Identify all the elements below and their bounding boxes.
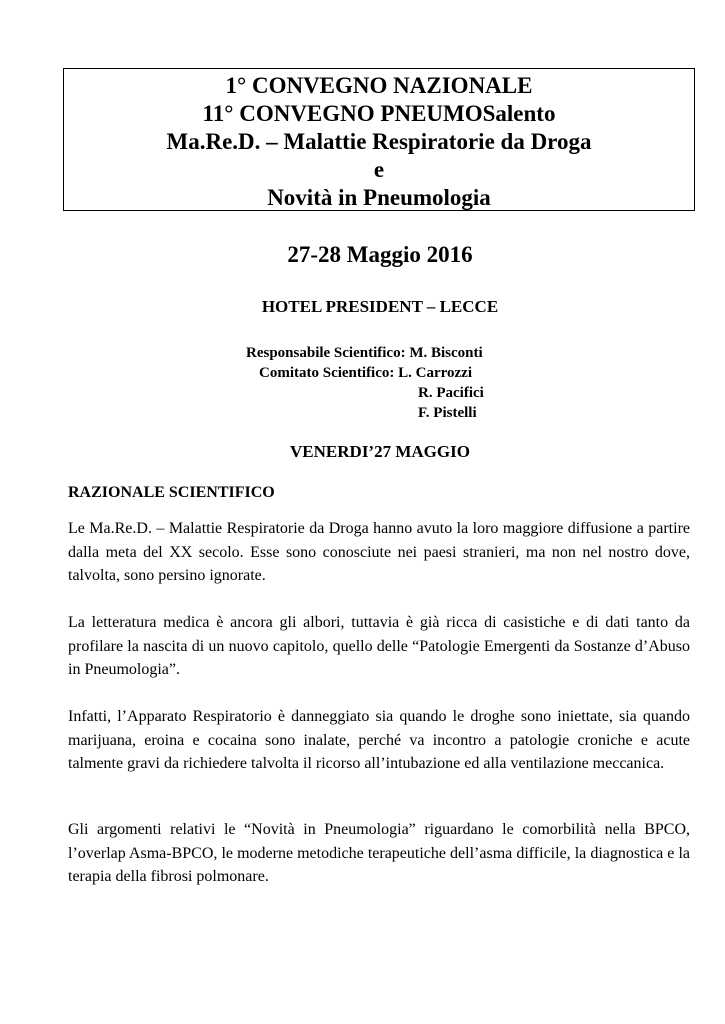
section-heading: RAZIONALE SCIENTIFICO — [68, 484, 275, 501]
paragraph: Infatti, l’Apparato Respiratorio è danneggiato sia quando le droghe sono iniettate, sia quando marijuana, eroina e cocaina sono inalate, perché va incontro a patologie croniche e acute talmente gravi da richiedere talvolta il ricorso all’intubazione ed alla ventilazione meccanica. — [68, 708, 690, 772]
title-line-conjunction: e — [373, 157, 385, 182]
paragraph: Gli argomenti relativi le “Novità in Pneumologia” riguardano le comorbilità nella BPCO, l’overlap Asma-BPCO, le moderne metodiche terapeutiche dell’asma difficile, la diagnostica e la terapia della fibrosi polmonare. — [68, 821, 690, 885]
scientific-committee-member: R. Pacifici — [418, 385, 484, 401]
title-line-pneumosalento: 11° CONVEGNO PNEUMOSalento — [202, 101, 556, 126]
conference-title-box — [63, 68, 695, 211]
scientific-lead: Responsabile Scientifico: M. Bisconti — [246, 345, 483, 361]
scientific-committee-first: Comitato Scientifico: L. Carrozzi — [259, 365, 472, 381]
event-venue: HOTEL PRESIDENT – LECCE — [261, 297, 499, 316]
scientific-committee-member: F. Pistelli — [418, 405, 477, 421]
paragraph: La letteratura medica è ancora gli albori, tuttavia è già ricca di casistiche e di dati tanto da profilare la nascita di un nuovo capitolo, quello delle “Patologie Emergenti da Sostanze d’Abuso in Pneumologia”. — [68, 614, 690, 678]
title-line-novita: Novità in Pneumologia — [267, 185, 491, 210]
title-line-mared: Ma.Re.D. – Malattie Respiratorie da Droga — [166, 129, 592, 154]
title-line-national-congress: 1° CONVEGNO NAZIONALE — [225, 73, 533, 98]
day-heading: VENERDI’27 MAGGIO — [290, 442, 470, 461]
event-date: 27-28 Maggio 2016 — [287, 242, 473, 267]
paragraph: Le Ma.Re.D. – Malattie Respiratorie da Droga hanno avuto la loro maggiore diffusione a partire dalla meta del XX secolo. Esse sono conosciute nei paesi stranieri, ma non nel nostro dove, talvolta, sono persino ignorate. — [68, 520, 690, 584]
